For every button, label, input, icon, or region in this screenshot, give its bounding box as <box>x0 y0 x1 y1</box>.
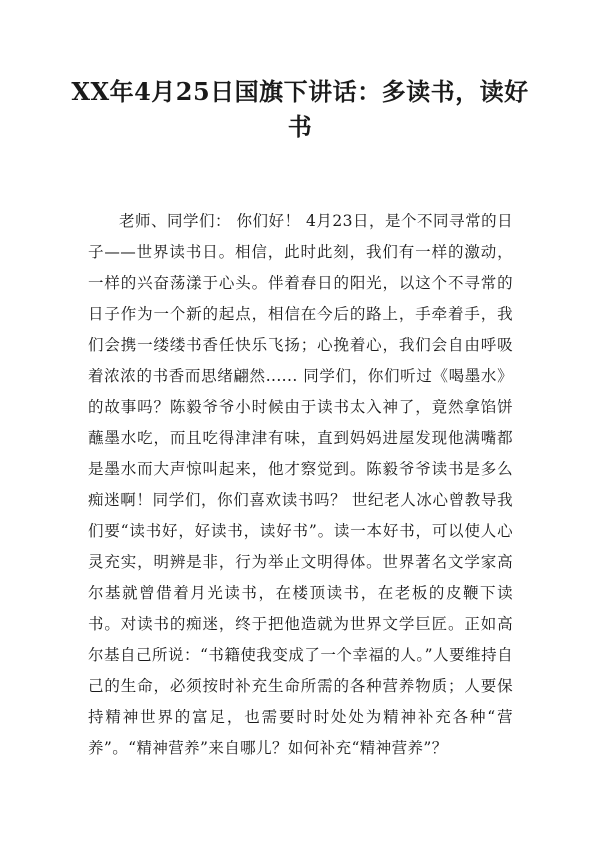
page-title: XX年4月25日国旗下讲话：多读书，读好书 <box>71 77 529 141</box>
speech-body-paragraph: 老师、同学们： 你们好！ 4月23日，是个不同寻常的日子——世界读书日。相信，此时此刻，我们有一样的激动，一样的兴奋荡漾于心头。伴着春日的阳光，以这个不寻常的日子作为一个新的起点，相信在今后的路上，手牵着手，我们会携一缕缕书香任快乐飞扬；心挽着心，我们会自由呼吸着浓浓的书香而思绪翩然...... 同学们，你们听过《喝墨水》的故事吗？陈毅爷爷小时候由于读书太入神了，竟然拿馅饼蘸墨水吃，而且吃得津津有味，直到妈妈进屋发现他满嘴都是墨水而大声惊叫起来，他才察觉到。陈毅爷爷读书是多么痴迷啊！同学们，你们喜欢读书吗？ 世纪老人冰心曾教导我们要“读书好，好读书，读好书”。读一本好书，可以使人心灵充实，明辨是非，行为举止文明得体。世界著名文学家高尔基就曾借着月光读书，在楼顶读书，在老板的皮鞭下读书。对读书的痴迷，终于把他造就为世界文学巨匠。正如高尔基自己所说：“书籍使我变成了一个幸福的人。”人要维持自己的生命，必须按时补充生命所需的各种营养物质；人要保持精神世界的富足，也需要时时处处为精神补充各种“营养”。“精神营养”来自哪儿？如何补充“精神营养”？ <box>88 212 513 757</box>
